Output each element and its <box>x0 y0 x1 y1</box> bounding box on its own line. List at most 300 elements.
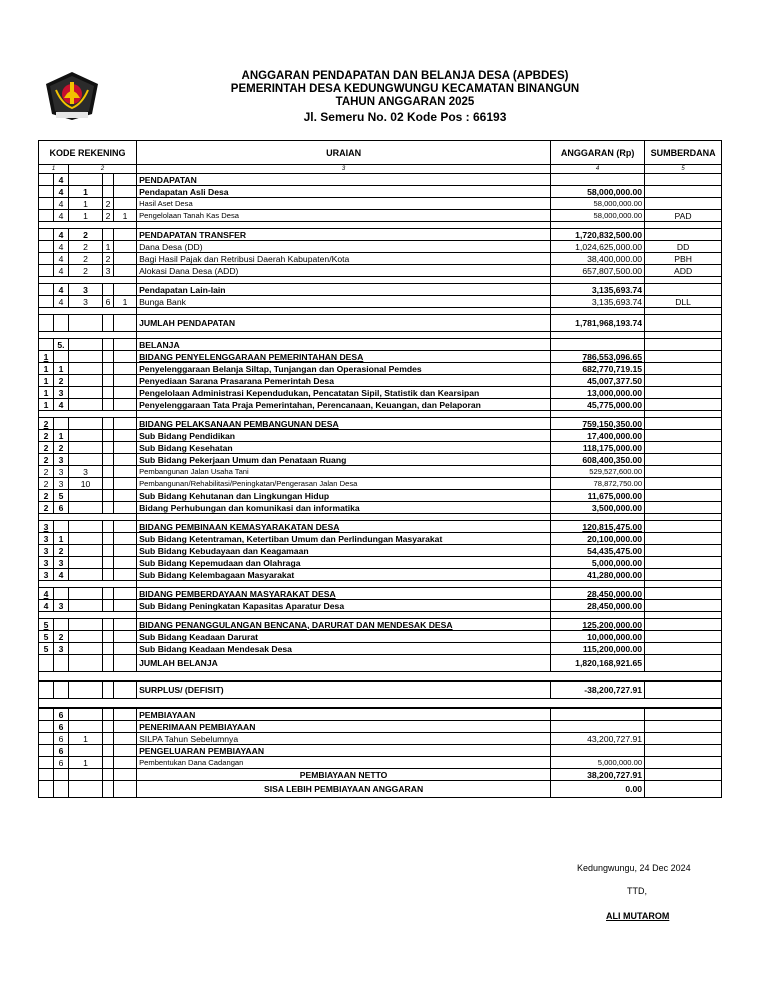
anggaran-cell: 118,175,000.00 <box>551 442 645 454</box>
kode-cell-c4 <box>103 490 114 502</box>
table-row <box>39 631 722 643</box>
kode-cell-c3 <box>69 521 103 533</box>
kode-cell-c2: 6 <box>54 745 69 757</box>
uraian-cell: Sub Bidang Kelembagaan Masyarakat <box>137 569 551 581</box>
kode-cell-c3: 3 <box>69 296 103 308</box>
anggaran-cell: 28,450,000.00 <box>551 588 645 600</box>
kode-cell-c5 <box>114 600 137 612</box>
kode-cell-c1 <box>39 733 54 745</box>
kode-cell-c5 <box>114 387 137 399</box>
uraian-cell: Sub Bidang Keadaan Mendesak Desa <box>137 643 551 655</box>
kode-cell-c3 <box>69 721 103 733</box>
kode-cell-c3 <box>69 339 103 351</box>
uraian-cell: Sub Bidang Keadaan Darurat <box>137 631 551 643</box>
kode-cell-c5 <box>114 781 137 798</box>
signature-date: Kedungwungu, 24 Dec 2024 <box>577 863 691 873</box>
sumberdana-cell <box>645 339 722 351</box>
kode-cell-c1: 3 <box>39 569 54 581</box>
col-header-kode: KODE REKENING <box>39 141 137 165</box>
kode-cell-c2: 3 <box>54 643 69 655</box>
uraian-cell: PENERIMAAN PEMBIAYAAN <box>137 721 551 733</box>
kode-cell-c2 <box>54 619 69 631</box>
uraian-cell: BIDANG PEMBINAAN KEMASYARAKATAN DESA <box>137 521 551 533</box>
sumberdana-cell <box>645 418 722 430</box>
kode-cell-c3 <box>69 533 103 545</box>
kode-cell-c3 <box>69 375 103 387</box>
kode-cell-c2: 1 <box>54 533 69 545</box>
uraian-cell: SILPA Tahun Sebelumnya <box>137 733 551 745</box>
table-row <box>39 174 722 186</box>
uraian-cell: PENDAPATAN <box>137 174 551 186</box>
spacer-cell <box>645 222 722 229</box>
col-num-1: 1 <box>39 165 69 174</box>
kode-cell-c5 <box>114 708 137 721</box>
sumberdana-cell <box>645 351 722 363</box>
spacer-cell <box>645 612 722 619</box>
sumberdana-cell <box>645 721 722 733</box>
kode-cell-c4 <box>103 186 114 198</box>
kode-cell-c2: 4 <box>54 284 69 296</box>
kode-cell-c3: 2 <box>69 253 103 265</box>
spacer-row <box>39 222 722 229</box>
spacer-row <box>39 581 722 588</box>
kode-cell-c3 <box>69 745 103 757</box>
double-rule-cell <box>39 699 722 709</box>
kode-cell-c1 <box>39 198 54 210</box>
spacer-cell <box>551 308 645 315</box>
anggaran-cell: 45,007,377.50 <box>551 375 645 387</box>
spacer-cell <box>645 308 722 315</box>
sumberdana-cell <box>645 600 722 612</box>
kode-cell-c4 <box>103 655 114 672</box>
spacer-cell <box>137 581 551 588</box>
kode-cell-c1 <box>39 315 54 332</box>
table-row <box>39 643 722 655</box>
kode-cell-c4: 6 <box>103 296 114 308</box>
sumberdana-cell <box>645 569 722 581</box>
signature-ttd: TTD, <box>627 886 647 896</box>
kode-cell-c1 <box>39 769 54 781</box>
sumberdana-cell <box>645 399 722 411</box>
kode-cell-c5 <box>114 454 137 466</box>
kode-cell-c2: 4 <box>54 229 69 241</box>
kode-cell-c5 <box>114 521 137 533</box>
uraian-cell: BIDANG PENANGGULANGAN BENCANA, DARURAT DAN MENDESAK DESA <box>137 619 551 631</box>
spacer-cell <box>551 222 645 229</box>
kode-cell-c5 <box>114 466 137 478</box>
kode-cell-c1: 5 <box>39 631 54 643</box>
uraian-cell: BIDANG PEMBERDAYAAN MASYARAKAT DESA <box>137 588 551 600</box>
kode-cell-c2: 4 <box>54 174 69 186</box>
spacer-cell <box>39 332 137 339</box>
spacer-row <box>39 332 722 339</box>
kode-cell-c2 <box>54 781 69 798</box>
sumberdana-cell: DLL <box>645 296 722 308</box>
table-row <box>39 769 722 781</box>
table-row <box>39 296 722 308</box>
double-rule-cell <box>39 672 722 682</box>
kode-cell-c1: 2 <box>39 430 54 442</box>
table-row <box>39 745 722 757</box>
anggaran-cell: 1,820,168,921.65 <box>551 655 645 672</box>
kode-cell-c3 <box>69 351 103 363</box>
kode-cell-c1: 2 <box>39 466 54 478</box>
kode-cell-c3 <box>69 681 103 699</box>
kode-cell-c2: 2 <box>54 442 69 454</box>
kode-cell-c5 <box>114 430 137 442</box>
uraian-cell: Sub Bidang Pendidikan <box>137 430 551 442</box>
kode-cell-c1 <box>39 253 54 265</box>
kode-cell-c1 <box>39 186 54 198</box>
kode-cell-c3 <box>69 442 103 454</box>
col-header-sumber: SUMBERDANA <box>645 141 722 165</box>
spacer-cell <box>137 308 551 315</box>
kode-cell-c3 <box>69 600 103 612</box>
anggaran-cell: 43,200,727.91 <box>551 733 645 745</box>
kode-cell-c3 <box>69 588 103 600</box>
spacer-cell <box>39 612 137 619</box>
table-row <box>39 588 722 600</box>
anggaran-cell <box>551 708 645 721</box>
kode-cell-c3 <box>69 545 103 557</box>
kode-cell-c3: 2 <box>69 241 103 253</box>
sumberdana-cell <box>645 557 722 569</box>
spacer-cell <box>39 411 137 418</box>
uraian-cell: Penyelenggaraan Tata Praja Pemerintahan, Perencanaan, Keuangan, dan Pelaporan <box>137 399 551 411</box>
kode-cell-c2 <box>54 418 69 430</box>
kode-cell-c4 <box>103 466 114 478</box>
spacer-row <box>39 308 722 315</box>
uraian-cell: JUMLAH PENDAPATAN <box>137 315 551 332</box>
kode-cell-c4 <box>103 339 114 351</box>
kode-cell-c2: 6 <box>54 708 69 721</box>
uraian-cell: Pengelolaan Tanah Kas Desa <box>137 210 551 222</box>
spacer-cell <box>137 514 551 521</box>
col-num-3: 3 <box>137 165 551 174</box>
sumberdana-cell <box>645 363 722 375</box>
kode-cell-c2: 3 <box>54 466 69 478</box>
kode-cell-c1 <box>39 757 54 769</box>
kode-cell-c4 <box>103 363 114 375</box>
kode-cell-c4 <box>103 619 114 631</box>
budget-table <box>38 140 722 798</box>
kode-cell-c2: 6 <box>54 757 69 769</box>
kode-cell-c2: 6 <box>54 733 69 745</box>
sumberdana-cell <box>645 619 722 631</box>
uraian-cell: JUMLAH BELANJA <box>137 655 551 672</box>
spacer-cell <box>39 222 137 229</box>
sumberdana-cell <box>645 284 722 296</box>
spacer-cell <box>39 277 137 284</box>
uraian-cell: Sub Bidang Kesehatan <box>137 442 551 454</box>
table-row <box>39 721 722 733</box>
kode-cell-c3 <box>69 315 103 332</box>
table-row <box>39 210 722 222</box>
kode-cell-c3 <box>69 387 103 399</box>
kode-cell-c4 <box>103 643 114 655</box>
kode-cell-c4 <box>103 631 114 643</box>
table-row <box>39 521 722 533</box>
kode-cell-c3: 2 <box>69 229 103 241</box>
table-row <box>39 681 722 699</box>
kode-cell-c5 <box>114 265 137 277</box>
uraian-cell: Penyelenggaraan Belanja Siltap, Tunjangan dan Operasional Pemdes <box>137 363 551 375</box>
uraian-cell: Sub Bidang Kehutanan dan Lingkungan Hidup <box>137 490 551 502</box>
sumberdana-cell <box>645 757 722 769</box>
kode-cell-c4 <box>103 721 114 733</box>
uraian-cell: PEMBIAYAAN <box>137 708 551 721</box>
kode-cell-c2: 4 <box>54 569 69 581</box>
uraian-cell: Bidang Perhubungan dan komunikasi dan informatika <box>137 502 551 514</box>
kode-cell-c1 <box>39 339 54 351</box>
anggaran-cell: 125,200,000.00 <box>551 619 645 631</box>
kode-cell-c4: 2 <box>103 210 114 222</box>
table-row <box>39 229 722 241</box>
spacer-cell <box>551 514 645 521</box>
anggaran-cell: 115,200,000.00 <box>551 643 645 655</box>
kode-cell-c2: 3 <box>54 454 69 466</box>
uraian-cell: PENDAPATAN TRANSFER <box>137 229 551 241</box>
kode-cell-c3 <box>69 619 103 631</box>
kode-cell-c5 <box>114 769 137 781</box>
kode-cell-c5 <box>114 253 137 265</box>
table-row <box>39 757 722 769</box>
spacer-cell <box>137 332 551 339</box>
kode-cell-c3 <box>69 174 103 186</box>
kode-cell-c2 <box>54 655 69 672</box>
kode-cell-c2: 4 <box>54 210 69 222</box>
table-row <box>39 198 722 210</box>
spacer-cell <box>137 411 551 418</box>
kode-cell-c1 <box>39 655 54 672</box>
anggaran-cell: 11,675,000.00 <box>551 490 645 502</box>
table-row <box>39 490 722 502</box>
spacer-cell <box>137 222 551 229</box>
kode-cell-c1 <box>39 681 54 699</box>
kode-cell-c1 <box>39 781 54 798</box>
table-row <box>39 733 722 745</box>
table-row <box>39 351 722 363</box>
kode-cell-c1 <box>39 721 54 733</box>
spacer-cell <box>39 514 137 521</box>
table-row <box>39 418 722 430</box>
uraian-cell: Bagi Hasil Pajak dan Retribusi Daerah Kabupaten/Kota <box>137 253 551 265</box>
col-num-2: 2 <box>69 165 137 174</box>
anggaran-cell <box>551 174 645 186</box>
sumberdana-cell <box>645 781 722 798</box>
kode-cell-c3 <box>69 399 103 411</box>
spacer-row <box>39 514 722 521</box>
kode-cell-c2: 3 <box>54 478 69 490</box>
sumberdana-cell <box>645 315 722 332</box>
kode-cell-c1: 5 <box>39 643 54 655</box>
sumberdana-cell <box>645 442 722 454</box>
kode-cell-c1 <box>39 296 54 308</box>
kode-cell-c2: 4 <box>54 253 69 265</box>
anggaran-cell: -38,200,727.91 <box>551 681 645 699</box>
anggaran-cell: 608,400,350.00 <box>551 454 645 466</box>
kode-cell-c1: 2 <box>39 490 54 502</box>
sumberdana-cell: ADD <box>645 265 722 277</box>
anggaran-cell: 529,527,600.00 <box>551 466 645 478</box>
kode-cell-c2: 1 <box>54 430 69 442</box>
table-row <box>39 478 722 490</box>
sumberdana-cell <box>645 502 722 514</box>
sumberdana-cell <box>645 454 722 466</box>
kode-cell-c5 <box>114 733 137 745</box>
sumberdana-cell <box>645 708 722 721</box>
kode-cell-c2: 4 <box>54 265 69 277</box>
table-row <box>39 466 722 478</box>
kode-cell-c1 <box>39 708 54 721</box>
col-header-anggaran: ANGGARAN (Rp) <box>551 141 645 165</box>
table-header-row <box>39 141 722 165</box>
uraian-cell: Pendapatan Asli Desa <box>137 186 551 198</box>
table-row <box>39 502 722 514</box>
kode-cell-c4 <box>103 387 114 399</box>
sumberdana-cell <box>645 186 722 198</box>
kode-cell-c1: 2 <box>39 502 54 514</box>
anggaran-cell: 657,807,500.00 <box>551 265 645 277</box>
kode-cell-c5 <box>114 174 137 186</box>
kode-cell-c4: 2 <box>103 198 114 210</box>
uraian-cell: Alokasi Dana Desa (ADD) <box>137 265 551 277</box>
uraian-cell: BIDANG PENYELENGGARAAN PEMERINTAHAN DESA <box>137 351 551 363</box>
kode-cell-c4: 2 <box>103 253 114 265</box>
spacer-row <box>39 277 722 284</box>
kode-cell-c5 <box>114 619 137 631</box>
kode-cell-c4 <box>103 375 114 387</box>
sumberdana-cell <box>645 745 722 757</box>
kode-cell-c5: 1 <box>114 296 137 308</box>
kode-cell-c4 <box>103 454 114 466</box>
kode-cell-c5 <box>114 502 137 514</box>
kode-cell-c3 <box>69 454 103 466</box>
table-row <box>39 533 722 545</box>
kode-cell-c4 <box>103 229 114 241</box>
kode-cell-c1: 2 <box>39 454 54 466</box>
table-row <box>39 284 722 296</box>
uraian-cell: SURPLUS/ (DEFISIT) <box>137 681 551 699</box>
sumberdana-cell: PAD <box>645 210 722 222</box>
kode-cell-c3: 1 <box>69 198 103 210</box>
kode-cell-c3: 2 <box>69 265 103 277</box>
anggaran-cell: 1,720,832,500.00 <box>551 229 645 241</box>
kode-cell-c1: 1 <box>39 387 54 399</box>
kode-cell-c5 <box>114 631 137 643</box>
spacer-row <box>39 411 722 418</box>
col-num-4: 4 <box>551 165 645 174</box>
kode-cell-c5 <box>114 490 137 502</box>
kode-cell-c4 <box>103 315 114 332</box>
kode-cell-c1: 3 <box>39 545 54 557</box>
anggaran-cell: 5,000,000.00 <box>551 557 645 569</box>
kode-cell-c5 <box>114 229 137 241</box>
kode-cell-c2: 2 <box>54 631 69 643</box>
table-row <box>39 387 722 399</box>
table-row <box>39 375 722 387</box>
anggaran-cell: 58,000,000.00 <box>551 210 645 222</box>
anggaran-cell: 54,435,475.00 <box>551 545 645 557</box>
uraian-cell: PEMBIAYAAN NETTO <box>137 769 551 781</box>
kode-cell-c2: 4 <box>54 296 69 308</box>
anggaran-cell <box>551 339 645 351</box>
kode-cell-c5 <box>114 363 137 375</box>
kode-cell-c1 <box>39 229 54 241</box>
spacer-cell <box>551 581 645 588</box>
kode-cell-c5 <box>114 399 137 411</box>
kode-cell-c2: 4 <box>54 241 69 253</box>
kode-cell-c4 <box>103 521 114 533</box>
kode-cell-c5 <box>114 442 137 454</box>
sumberdana-cell <box>645 588 722 600</box>
anggaran-cell: 5,000,000.00 <box>551 757 645 769</box>
spacer-cell <box>39 581 137 588</box>
kode-cell-c2 <box>54 315 69 332</box>
kode-cell-c4 <box>103 781 114 798</box>
kode-cell-c4 <box>103 533 114 545</box>
signatory-name: ALI MUTAROM <box>606 911 670 921</box>
anggaran-cell: 13,000,000.00 <box>551 387 645 399</box>
sumberdana-cell: DD <box>645 241 722 253</box>
kode-cell-c2: 2 <box>54 545 69 557</box>
kode-cell-c4 <box>103 745 114 757</box>
spacer-row <box>39 612 722 619</box>
spacer-cell <box>645 581 722 588</box>
kode-cell-c4 <box>103 557 114 569</box>
doc-fiscal-year: TAHUN ANGGARAN 2025 <box>335 96 475 108</box>
kode-cell-c3: 1 <box>69 757 103 769</box>
uraian-cell: Pengelolaan Administrasi Kependudukan, Pencatatan Sipil, Statistik dan Kearsipan <box>137 387 551 399</box>
anggaran-cell: 45,775,000.00 <box>551 399 645 411</box>
spacer-cell <box>551 411 645 418</box>
kode-cell-c5 <box>114 757 137 769</box>
spacer-cell <box>645 277 722 284</box>
kode-cell-c3 <box>69 418 103 430</box>
spacer-cell <box>645 332 722 339</box>
anggaran-cell: 3,135,693.74 <box>551 296 645 308</box>
sumberdana-cell <box>645 174 722 186</box>
anggaran-cell: 3,135,693.74 <box>551 284 645 296</box>
kode-cell-c3 <box>69 781 103 798</box>
kode-cell-c5 <box>114 241 137 253</box>
uraian-cell: SISA LEBIH PEMBIAYAAN ANGGARAN <box>137 781 551 798</box>
kode-cell-c4 <box>103 733 114 745</box>
kode-cell-c1: 3 <box>39 521 54 533</box>
kode-cell-c2 <box>54 351 69 363</box>
table-row <box>39 186 722 198</box>
anggaran-cell: 1,024,625,000.00 <box>551 241 645 253</box>
kode-cell-c5 <box>114 284 137 296</box>
kode-cell-c1: 2 <box>39 418 54 430</box>
kode-cell-c2: 3 <box>54 557 69 569</box>
anggaran-cell: 38,400,000.00 <box>551 253 645 265</box>
kode-cell-c1: 3 <box>39 533 54 545</box>
anggaran-cell: 682,770,719.15 <box>551 363 645 375</box>
spacer-cell <box>551 612 645 619</box>
kode-cell-c5 <box>114 588 137 600</box>
uraian-cell: Pembangunan/Rehabilitasi/Peningkatan/Pengerasan Jalan Desa <box>137 478 551 490</box>
kode-cell-c5 <box>114 186 137 198</box>
anggaran-cell: 786,553,096.65 <box>551 351 645 363</box>
kode-cell-c5 <box>114 655 137 672</box>
sumberdana-cell <box>645 375 722 387</box>
table-row <box>39 442 722 454</box>
kode-cell-c4 <box>103 569 114 581</box>
kode-cell-c4 <box>103 502 114 514</box>
table-row <box>39 655 722 672</box>
uraian-cell: Sub Bidang Peningkatan Kapasitas Aparatur Desa <box>137 600 551 612</box>
